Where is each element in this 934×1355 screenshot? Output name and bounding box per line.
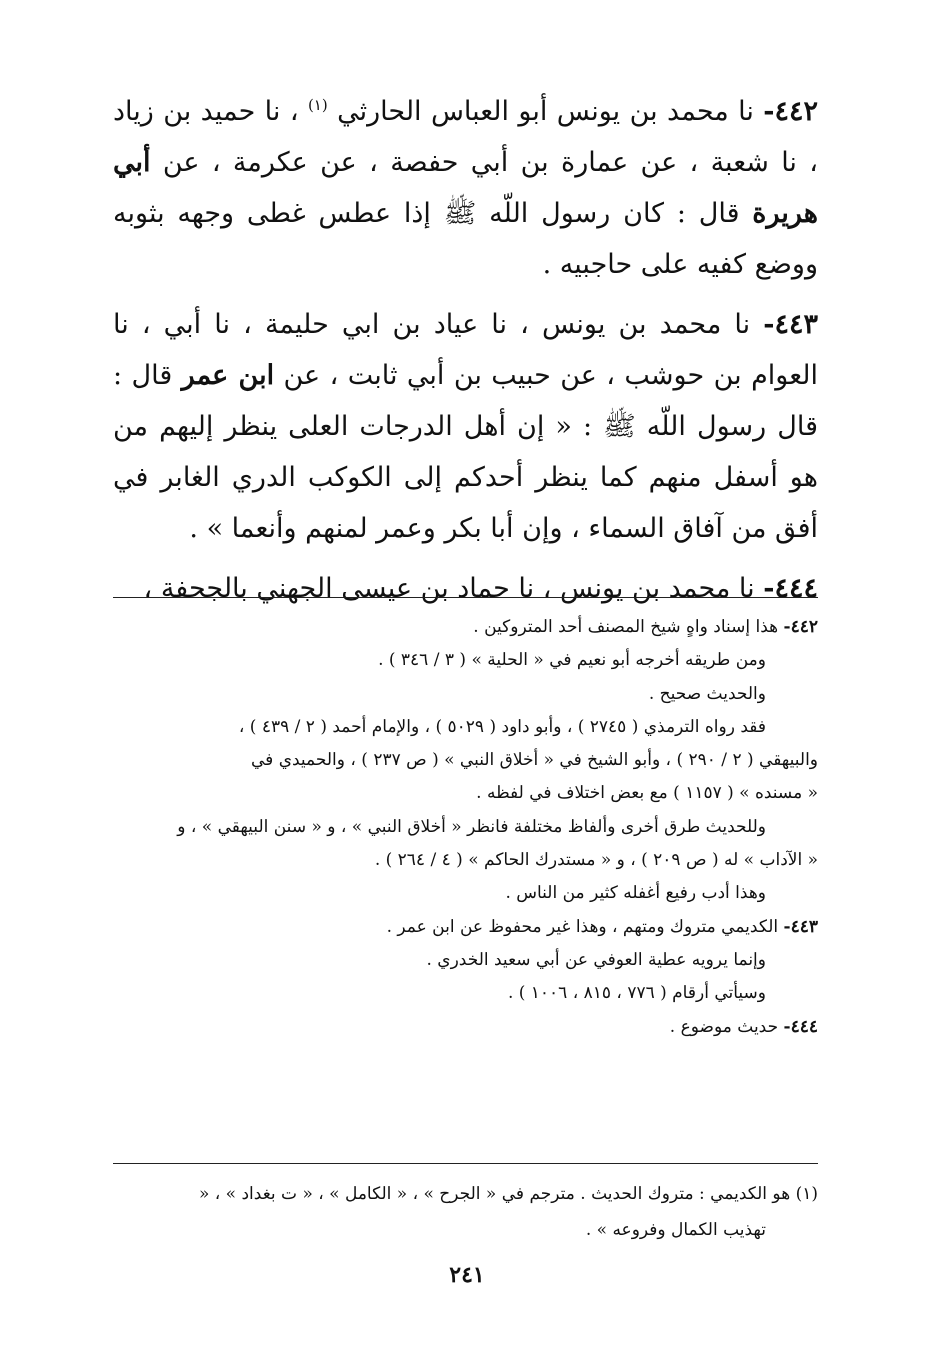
note-text: وهذا أدب رفيع أغفله كثير من الناس . [505, 883, 766, 904]
note-text: فقد رواه الترمذي ( ٢٧٤٥ ) ، وأبو داود ( ٥٠٢٩ ) ، والإمام أحمد ( ٢ / ٤٣٩ ) ، [238, 716, 766, 737]
note-number: ٤٤٤- [783, 1016, 818, 1037]
note-line [113, 644, 818, 677]
note-text: وإنما يرويه عطية العوفي عن أبي سعيد الخدري . [426, 949, 766, 970]
footnote-line: تهذيب الكمال وفروعه » . [585, 1220, 766, 1240]
notes-divider [113, 597, 818, 598]
note-line [113, 678, 818, 711]
narrator-name: أبي هريرة [113, 147, 818, 229]
page-number: ٢٤١ [449, 1262, 485, 1288]
commentary-notes [113, 611, 818, 1044]
main-text [113, 86, 818, 623]
hadith-text: قال : كان رسول اللّه ﷺ إذا عطس غطى وجهه بثوبه ووضع كفيه على حاجبيه . [113, 198, 818, 280]
hadith-number: ٤٤٢- [763, 96, 818, 127]
note-text: والحديث صحيح . [648, 683, 766, 704]
footnote [113, 1176, 818, 1248]
note-text: وسيأتي أرقام ( ٧٧٦ ، ٨١٥ ، ١٠٠٦ ) . [507, 983, 766, 1004]
note-number: ٤٤٣- [783, 916, 818, 937]
note-line [113, 1011, 818, 1044]
narrator-name: ابن عمر [181, 360, 275, 391]
note-number: ٤٤٢- [783, 617, 818, 637]
footnote-line: (١) هو الكديمي : متروك الحديث . مترجم في « الجرح » ، « الكامل » ، « ت بغداد » ، « [198, 1184, 818, 1204]
hadith-text: نا محمد بن يونس ، نا حماد بن عيسى الجهني بالجحفة ، [143, 573, 764, 604]
note-text: هذا إسناد واهٍ شيخ المصنف أحد المتروكين . [473, 617, 784, 637]
footnote-divider [113, 1163, 818, 1164]
hadith-text: نا محمد بن يونس أبو العباس الحارثي [327, 96, 764, 127]
note-line [113, 611, 818, 644]
note-line [113, 844, 818, 877]
hadith-443 [113, 299, 818, 554]
hadith-text: نا محمد بن يونس ، نا عياد بن ابي حليمة ، نا أبي ، نا العوام بن حوشب ، عن حبيب بن أبي ثابت ، عن [113, 309, 818, 391]
hadith-number: ٤٤٤- [763, 573, 818, 604]
note-text: حديث موضوع . [669, 1016, 784, 1037]
note-line [113, 811, 818, 844]
hadith-text: قال : قال رسول اللّه ﷺ : « إن أهل الدرجات العلى ينظر إليهم من هو أسفل منهم كما ينظر أحدكم إلى الكوكب الدري الغابر في أفق من آفاق السماء ، وإن أبا بكر وعمر لمنهم وأنعما » . [113, 360, 818, 544]
note-text: الكديمي متروك ومتهم ، وهذا غير محفوظ عن ابن عمر . [386, 916, 784, 937]
note-text: وللحديث طرق أخرى وألفاظ مختلفة فانظر « أخلاق النبي » ، و « سنن البيهقي » ، و [177, 816, 766, 837]
note-line [113, 744, 818, 777]
hadith-number: ٤٤٣- [763, 309, 818, 340]
note-text: والبيهقي ( ٢ / ٢٩٠ ) ، وأبو الشيخ في « أخلاق النبي » ( ص ٢٣٧ ) ، والحميدي في [251, 750, 818, 771]
note-line [113, 911, 818, 944]
note-text: « مسنده » ( ١١٥٧ ) مع بعض اختلاف في لفظه . [476, 783, 818, 804]
note-line [113, 977, 818, 1010]
note-line [113, 877, 818, 910]
note-text: ومن طريقه أخرجه أبو نعيم في « الحلية » ( ٣ / ٣٤٦ ) . [378, 650, 766, 671]
hadith-442 [113, 86, 818, 290]
hadith-444 [113, 563, 818, 614]
note-line [113, 944, 818, 977]
hadith-text: ، نا حميد بن زياد ، نا شعبة ، عن عمارة بن أبي حفصة ، عن عكرمة ، عن [113, 96, 818, 178]
note-text: « الآداب » له ( ص ٢٠٩ ) ، و « مستدرك الحاكم » ( ٤ / ٢٦٤ ) . [374, 850, 818, 871]
note-line [113, 777, 818, 810]
footnote-reference[interactable]: (١) [307, 96, 328, 114]
note-line [113, 711, 818, 744]
